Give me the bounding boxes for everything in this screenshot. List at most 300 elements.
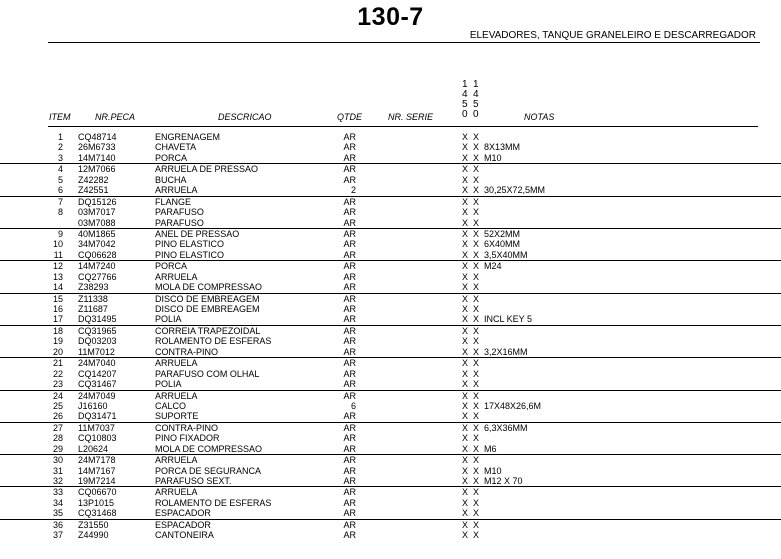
table-row <box>0 325 781 336</box>
item-number: 13 <box>52 271 63 282</box>
item-number: 11 <box>53 249 63 260</box>
part-quantity: AR <box>343 519 356 530</box>
part-description: ARRUELA <box>155 455 198 466</box>
model-b-mark: X <box>473 465 480 476</box>
part-number: 40M1865 <box>78 228 116 239</box>
part-quantity: AR <box>343 249 356 260</box>
part-note: 3,2X16MM <box>484 346 528 357</box>
part-number: 19M7214 <box>78 476 116 486</box>
model-b-mark: X <box>473 433 480 444</box>
model-a-mark: X <box>462 508 469 519</box>
part-number: L20624 <box>78 443 109 454</box>
part-quantity: AR <box>343 304 356 314</box>
model-b-mark: X <box>473 530 480 541</box>
model-a-mark: X <box>462 249 469 260</box>
part-quantity: AR <box>343 261 356 272</box>
part-description: FLANGE <box>155 196 192 207</box>
item-number: 23 <box>52 379 63 390</box>
item-number: 24 <box>52 390 63 401</box>
part-quantity: AR <box>343 132 356 142</box>
part-number: 03M7088 <box>78 217 116 228</box>
model-a-mark: X <box>462 455 469 466</box>
model-b-mark: X <box>473 346 480 357</box>
part-quantity: 2 <box>350 185 356 196</box>
model-b-mark: X <box>473 207 480 218</box>
part-description: PINO FIXADOR <box>155 433 220 444</box>
part-description: CORREIA TRAPEZOIDAL <box>155 325 261 336</box>
part-number: 14M7240 <box>78 261 116 272</box>
table-row <box>0 163 781 174</box>
table-row <box>0 185 781 195</box>
model-b-mark: X <box>473 142 480 153</box>
item-number: 9 <box>57 228 63 239</box>
item-number: 35 <box>52 508 63 519</box>
model-a-mark: X <box>462 433 469 444</box>
table-row <box>0 196 781 207</box>
part-number: CQ06628 <box>78 249 117 260</box>
part-number: 11M7037 <box>78 422 115 433</box>
part-description: PARAFUSO SEXT. <box>155 476 232 486</box>
part-description: ROLAMENTO DE ESFERAS <box>155 336 272 347</box>
part-number: J16160 <box>78 400 108 411</box>
page-number: 130-7 <box>357 3 424 31</box>
table-row <box>0 228 781 239</box>
part-number: 11M7012 <box>78 346 115 357</box>
model-column-a <box>462 80 468 120</box>
part-quantity: AR <box>343 433 356 444</box>
model-a-mark: X <box>462 476 469 486</box>
table-row <box>0 498 781 508</box>
model-b-mark: X <box>473 443 480 454</box>
model-a-mark: X <box>462 465 469 476</box>
table-row <box>0 411 781 421</box>
part-number: Z42551 <box>78 185 109 196</box>
part-quantity: AR <box>343 271 356 282</box>
table-row <box>0 272 781 282</box>
column-header-part-number: NR.PECA <box>95 112 136 122</box>
model-b-mark: X <box>473 455 480 466</box>
model-a-mark: X <box>462 390 469 401</box>
item-number: 10 <box>52 239 63 250</box>
table-row <box>0 347 781 357</box>
table-row <box>0 293 781 304</box>
part-number: 03M7017 <box>78 207 116 218</box>
model-a-mark: X <box>462 379 469 390</box>
table-row <box>0 207 781 217</box>
table-row <box>0 218 781 228</box>
part-quantity: AR <box>343 164 356 175</box>
header-rule <box>48 42 760 43</box>
part-note: M10 <box>484 152 502 163</box>
model-b-mark: X <box>473 282 480 293</box>
model-b-mark: X <box>473 261 480 272</box>
column-header-description: DESCRICAO <box>218 112 272 122</box>
parts-table <box>0 132 781 541</box>
part-quantity: AR <box>343 239 356 250</box>
part-number: CQ31965 <box>78 325 117 336</box>
part-number: Z11338 <box>78 293 108 304</box>
part-number: 14M7140 <box>78 152 116 163</box>
table-row <box>0 379 781 389</box>
part-quantity: 6 <box>350 400 356 411</box>
part-quantity: AR <box>343 422 356 433</box>
part-number: Z42282 <box>78 174 109 185</box>
part-description: PINO ELASTICO <box>155 249 225 260</box>
model-a-mark: X <box>462 174 469 185</box>
column-header-item: ITEM <box>49 112 71 122</box>
part-quantity: AR <box>343 443 356 454</box>
model-b-mark: X <box>473 358 480 369</box>
item-number: 6 <box>57 185 63 196</box>
part-quantity: AR <box>343 530 356 541</box>
part-number: CQ06670 <box>78 487 117 498</box>
part-quantity: AR <box>343 368 356 379</box>
item-number: 36 <box>52 519 63 530</box>
part-description: PARAFUSO COM OLHAL <box>155 368 260 379</box>
part-description: ESPACADOR <box>155 519 211 530</box>
model-b-mark: X <box>473 196 480 207</box>
item-number: 14 <box>52 282 63 293</box>
part-description: PORCA DE SEGURANCA <box>155 465 262 476</box>
part-description: ESPACADOR <box>155 508 211 519</box>
part-quantity: AR <box>343 196 356 207</box>
part-note: 6X40MM <box>484 239 521 250</box>
part-quantity: AR <box>343 293 356 304</box>
model-b-mark: X <box>473 519 480 530</box>
item-number: 4 <box>57 164 63 175</box>
model-a-digit: 0 <box>462 109 468 120</box>
table-header-rule <box>48 126 758 127</box>
model-b-mark: X <box>473 336 480 347</box>
model-b-mark: X <box>473 185 480 196</box>
part-quantity: AR <box>343 508 356 519</box>
part-description: CALCO <box>155 400 187 411</box>
part-note: 3,5X40MM <box>484 249 528 260</box>
model-a-mark: X <box>462 368 469 379</box>
part-quantity: AR <box>343 465 356 476</box>
item-number: 20 <box>52 346 63 357</box>
part-quantity: AR <box>343 228 356 239</box>
part-number: CQ31468 <box>78 508 117 519</box>
part-number: CQ48714 <box>78 132 117 142</box>
part-description: DISCO DE EMBREAGEM <box>155 293 260 304</box>
part-quantity: AR <box>343 358 356 369</box>
item-number: 8 <box>57 207 63 218</box>
part-note: 6,3X36MM <box>484 422 528 433</box>
model-a-mark: X <box>462 239 469 250</box>
part-quantity: AR <box>343 411 356 422</box>
part-description: ARRUELA <box>155 390 198 401</box>
part-description: ROLAMENTO DE ESFERAS <box>155 497 272 508</box>
part-number: CQ31467 <box>78 379 117 390</box>
model-b-mark: X <box>473 314 480 325</box>
part-description: PARAFUSO <box>155 217 204 228</box>
model-a-mark: X <box>462 261 469 272</box>
part-description: CHAVETA <box>155 142 197 153</box>
part-quantity: AR <box>343 207 356 218</box>
model-b-mark: X <box>473 239 480 250</box>
model-a-mark: X <box>462 282 469 293</box>
part-number: Z44990 <box>78 530 109 541</box>
part-number: CQ27766 <box>78 271 117 282</box>
model-a-mark: X <box>462 519 469 530</box>
part-number: DQ31471 <box>78 411 117 422</box>
model-a-mark: X <box>462 314 469 325</box>
model-b-mark: X <box>473 164 480 175</box>
part-number: 24M7049 <box>78 390 116 401</box>
part-quantity: AR <box>343 390 356 401</box>
model-b-mark: X <box>473 411 480 422</box>
part-note: M6 <box>484 443 497 454</box>
part-description: MOLA DE COMPRESSAO <box>155 282 263 293</box>
item-number: 3 <box>57 152 63 163</box>
model-a-mark: X <box>462 152 469 163</box>
part-description: PINO ELASTICO <box>155 239 225 250</box>
item-number: 19 <box>52 336 63 347</box>
part-number: Z38293 <box>78 282 109 293</box>
table-row <box>0 250 781 260</box>
part-quantity: AR <box>343 325 356 336</box>
part-description: BUCHA <box>155 174 187 185</box>
model-b-mark: X <box>473 152 480 163</box>
table-row <box>0 519 781 530</box>
model-a-mark: X <box>462 346 469 357</box>
column-header-serial: NR. SERIE <box>388 112 434 122</box>
table-row <box>0 314 781 324</box>
model-b-mark: X <box>473 476 480 486</box>
table-row <box>0 390 781 401</box>
item-number: 1 <box>57 132 63 142</box>
part-number: 14M7167 <box>78 465 116 476</box>
part-number: DQ03203 <box>78 336 117 347</box>
table-row <box>0 336 781 346</box>
column-header-notes: NOTAS <box>524 112 555 122</box>
model-a-mark: X <box>462 164 469 175</box>
model-a-mark: X <box>462 400 469 411</box>
table-row <box>0 357 781 368</box>
part-quantity: AR <box>343 455 356 466</box>
table-row <box>0 304 781 314</box>
part-quantity: AR <box>343 497 356 508</box>
item-number: 28 <box>52 433 63 444</box>
model-a-mark: X <box>462 293 469 304</box>
part-quantity: AR <box>343 476 356 486</box>
table-row <box>0 132 781 142</box>
column-header-quantity: QTDE <box>337 112 363 122</box>
item-number: 2 <box>57 142 63 153</box>
table-row <box>0 142 781 152</box>
model-b-mark: X <box>473 304 480 314</box>
item-number: 7 <box>57 196 63 207</box>
model-b-mark: X <box>473 174 480 185</box>
item-number: 16 <box>52 304 63 314</box>
model-a-digit: 1 <box>462 79 468 90</box>
table-row <box>0 508 781 518</box>
table-row <box>0 153 781 163</box>
part-quantity: AR <box>343 174 356 185</box>
item-number: 27 <box>52 422 63 433</box>
part-description: CANTONEIRA <box>155 530 214 541</box>
part-number: 24M7178 <box>78 455 116 466</box>
item-number: 26 <box>52 411 63 422</box>
model-a-mark: X <box>462 304 469 314</box>
part-description: ARRUELA <box>155 185 198 196</box>
part-description: PORCA <box>155 152 188 163</box>
item-number: 34 <box>52 497 63 508</box>
item-number: 5 <box>57 174 63 185</box>
item-number: 29 <box>52 443 63 454</box>
part-quantity: AR <box>343 142 356 153</box>
part-note: 52X2MM <box>484 228 521 239</box>
model-a-mark: X <box>462 132 469 142</box>
part-note: M10 <box>484 465 502 476</box>
model-a-mark: X <box>462 530 469 541</box>
part-quantity: AR <box>343 152 356 163</box>
part-number: 34M7042 <box>78 239 116 250</box>
model-a-mark: X <box>462 196 469 207</box>
part-note: INCL KEY 5 <box>484 314 533 325</box>
part-number: DQ31495 <box>78 314 117 325</box>
model-b-digit: 0 <box>473 109 479 120</box>
table-row <box>0 444 781 454</box>
table-row <box>0 454 781 465</box>
item-number: 22 <box>52 368 63 379</box>
part-description: CONTRA-PINO <box>155 346 218 357</box>
model-a-mark: X <box>462 487 469 498</box>
part-description: SUPORTE <box>155 411 199 422</box>
model-a-mark: X <box>462 422 469 433</box>
model-a-mark: X <box>462 336 469 347</box>
part-quantity: AR <box>343 282 356 293</box>
model-b-digit: 1 <box>473 79 479 90</box>
part-quantity: AR <box>343 346 356 357</box>
part-note: 17X48X26,6M <box>484 400 542 411</box>
item-number: 12 <box>52 261 63 272</box>
model-b-mark: X <box>473 293 480 304</box>
model-b-mark: X <box>473 400 480 411</box>
table-row <box>0 530 781 540</box>
item-number: 30 <box>52 455 63 466</box>
table-row <box>0 260 781 271</box>
model-a-mark: X <box>462 358 469 369</box>
part-description: MOLA DE COMPRESSAO <box>155 443 263 454</box>
model-b-mark: X <box>473 390 480 401</box>
part-description: ARRUELA <box>155 271 198 282</box>
model-b-mark: X <box>473 325 480 336</box>
item-number: 32 <box>52 476 63 486</box>
part-quantity: AR <box>343 379 356 390</box>
model-a-digit: 5 <box>462 99 468 110</box>
table-row <box>0 282 781 292</box>
model-b-mark: X <box>473 487 480 498</box>
item-number: 25 <box>52 400 63 411</box>
table-row <box>0 466 781 476</box>
section-subtitle: ELEVADORES, TANQUE GRANELEIRO E DESCARREGADOR <box>469 30 756 41</box>
model-a-mark: X <box>462 207 469 218</box>
item-number: 31 <box>52 465 63 476</box>
part-number: 13P1015 <box>78 497 115 508</box>
part-description: POLIA <box>155 314 182 325</box>
model-b-mark: X <box>473 271 480 282</box>
model-b-mark: X <box>473 217 480 228</box>
part-description: ARRUELA DE PRESSAO <box>155 164 259 175</box>
part-quantity: AR <box>343 314 356 325</box>
model-b-mark: X <box>473 249 480 260</box>
part-number: 12M7066 <box>78 164 116 175</box>
model-a-mark: X <box>462 411 469 422</box>
item-number: 15 <box>52 293 63 304</box>
part-description: ENGRENAGEM <box>155 132 221 142</box>
part-quantity: AR <box>343 217 356 228</box>
table-row <box>0 175 781 185</box>
model-column-b <box>473 80 479 120</box>
part-note: M24 <box>484 261 502 272</box>
part-number: CQ10803 <box>78 433 117 444</box>
part-number: DQ15126 <box>78 196 117 207</box>
model-b-mark: X <box>473 228 480 239</box>
model-b-mark: X <box>473 497 480 508</box>
part-description: ARRUELA <box>155 487 198 498</box>
model-a-mark: X <box>462 185 469 196</box>
table-row <box>0 486 781 497</box>
model-b-digit: 4 <box>473 89 479 100</box>
item-number: 21 <box>52 358 63 369</box>
part-quantity: AR <box>343 336 356 347</box>
table-row <box>0 476 781 486</box>
part-description: PORCA <box>155 261 188 272</box>
table-row <box>0 401 781 411</box>
part-quantity: AR <box>343 487 356 498</box>
item-number: 18 <box>52 325 63 336</box>
model-a-mark: X <box>462 142 469 153</box>
model-b-mark: X <box>473 508 480 519</box>
model-b-mark: X <box>473 422 480 433</box>
model-b-mark: X <box>473 368 480 379</box>
model-b-mark: X <box>473 379 480 390</box>
model-a-mark: X <box>462 271 469 282</box>
part-note: 8X13MM <box>484 142 521 153</box>
model-a-mark: X <box>462 217 469 228</box>
part-number: 26M6733 <box>78 142 116 153</box>
model-a-mark: X <box>462 228 469 239</box>
model-b-digit: 5 <box>473 99 479 110</box>
part-number: Z31550 <box>78 519 109 530</box>
item-number: 37 <box>52 530 63 541</box>
table-row <box>0 422 781 433</box>
part-note: M12 X 70 <box>484 476 523 486</box>
model-a-digit: 4 <box>462 89 468 100</box>
part-number: CQ14207 <box>78 368 117 379</box>
part-number: 24M7040 <box>78 358 116 369</box>
table-row <box>0 433 781 443</box>
model-a-mark: X <box>462 497 469 508</box>
table-row <box>0 239 781 249</box>
item-number: 17 <box>52 314 63 325</box>
part-description: DISCO DE EMBREAGEM <box>155 304 260 314</box>
table-row <box>0 369 781 379</box>
part-description: CONTRA-PINO <box>155 422 218 433</box>
part-number: Z11687 <box>78 304 108 314</box>
part-description: PARAFUSO <box>155 207 204 218</box>
model-a-mark: X <box>462 325 469 336</box>
part-description: POLIA <box>155 379 182 390</box>
part-description: ARRUELA <box>155 358 198 369</box>
model-b-mark: X <box>473 132 480 142</box>
part-description: ANEL DE PRESSAO <box>155 228 240 239</box>
item-number: 33 <box>52 487 63 498</box>
part-note: 30,25X72,5MM <box>484 185 546 196</box>
model-a-mark: X <box>462 443 469 454</box>
